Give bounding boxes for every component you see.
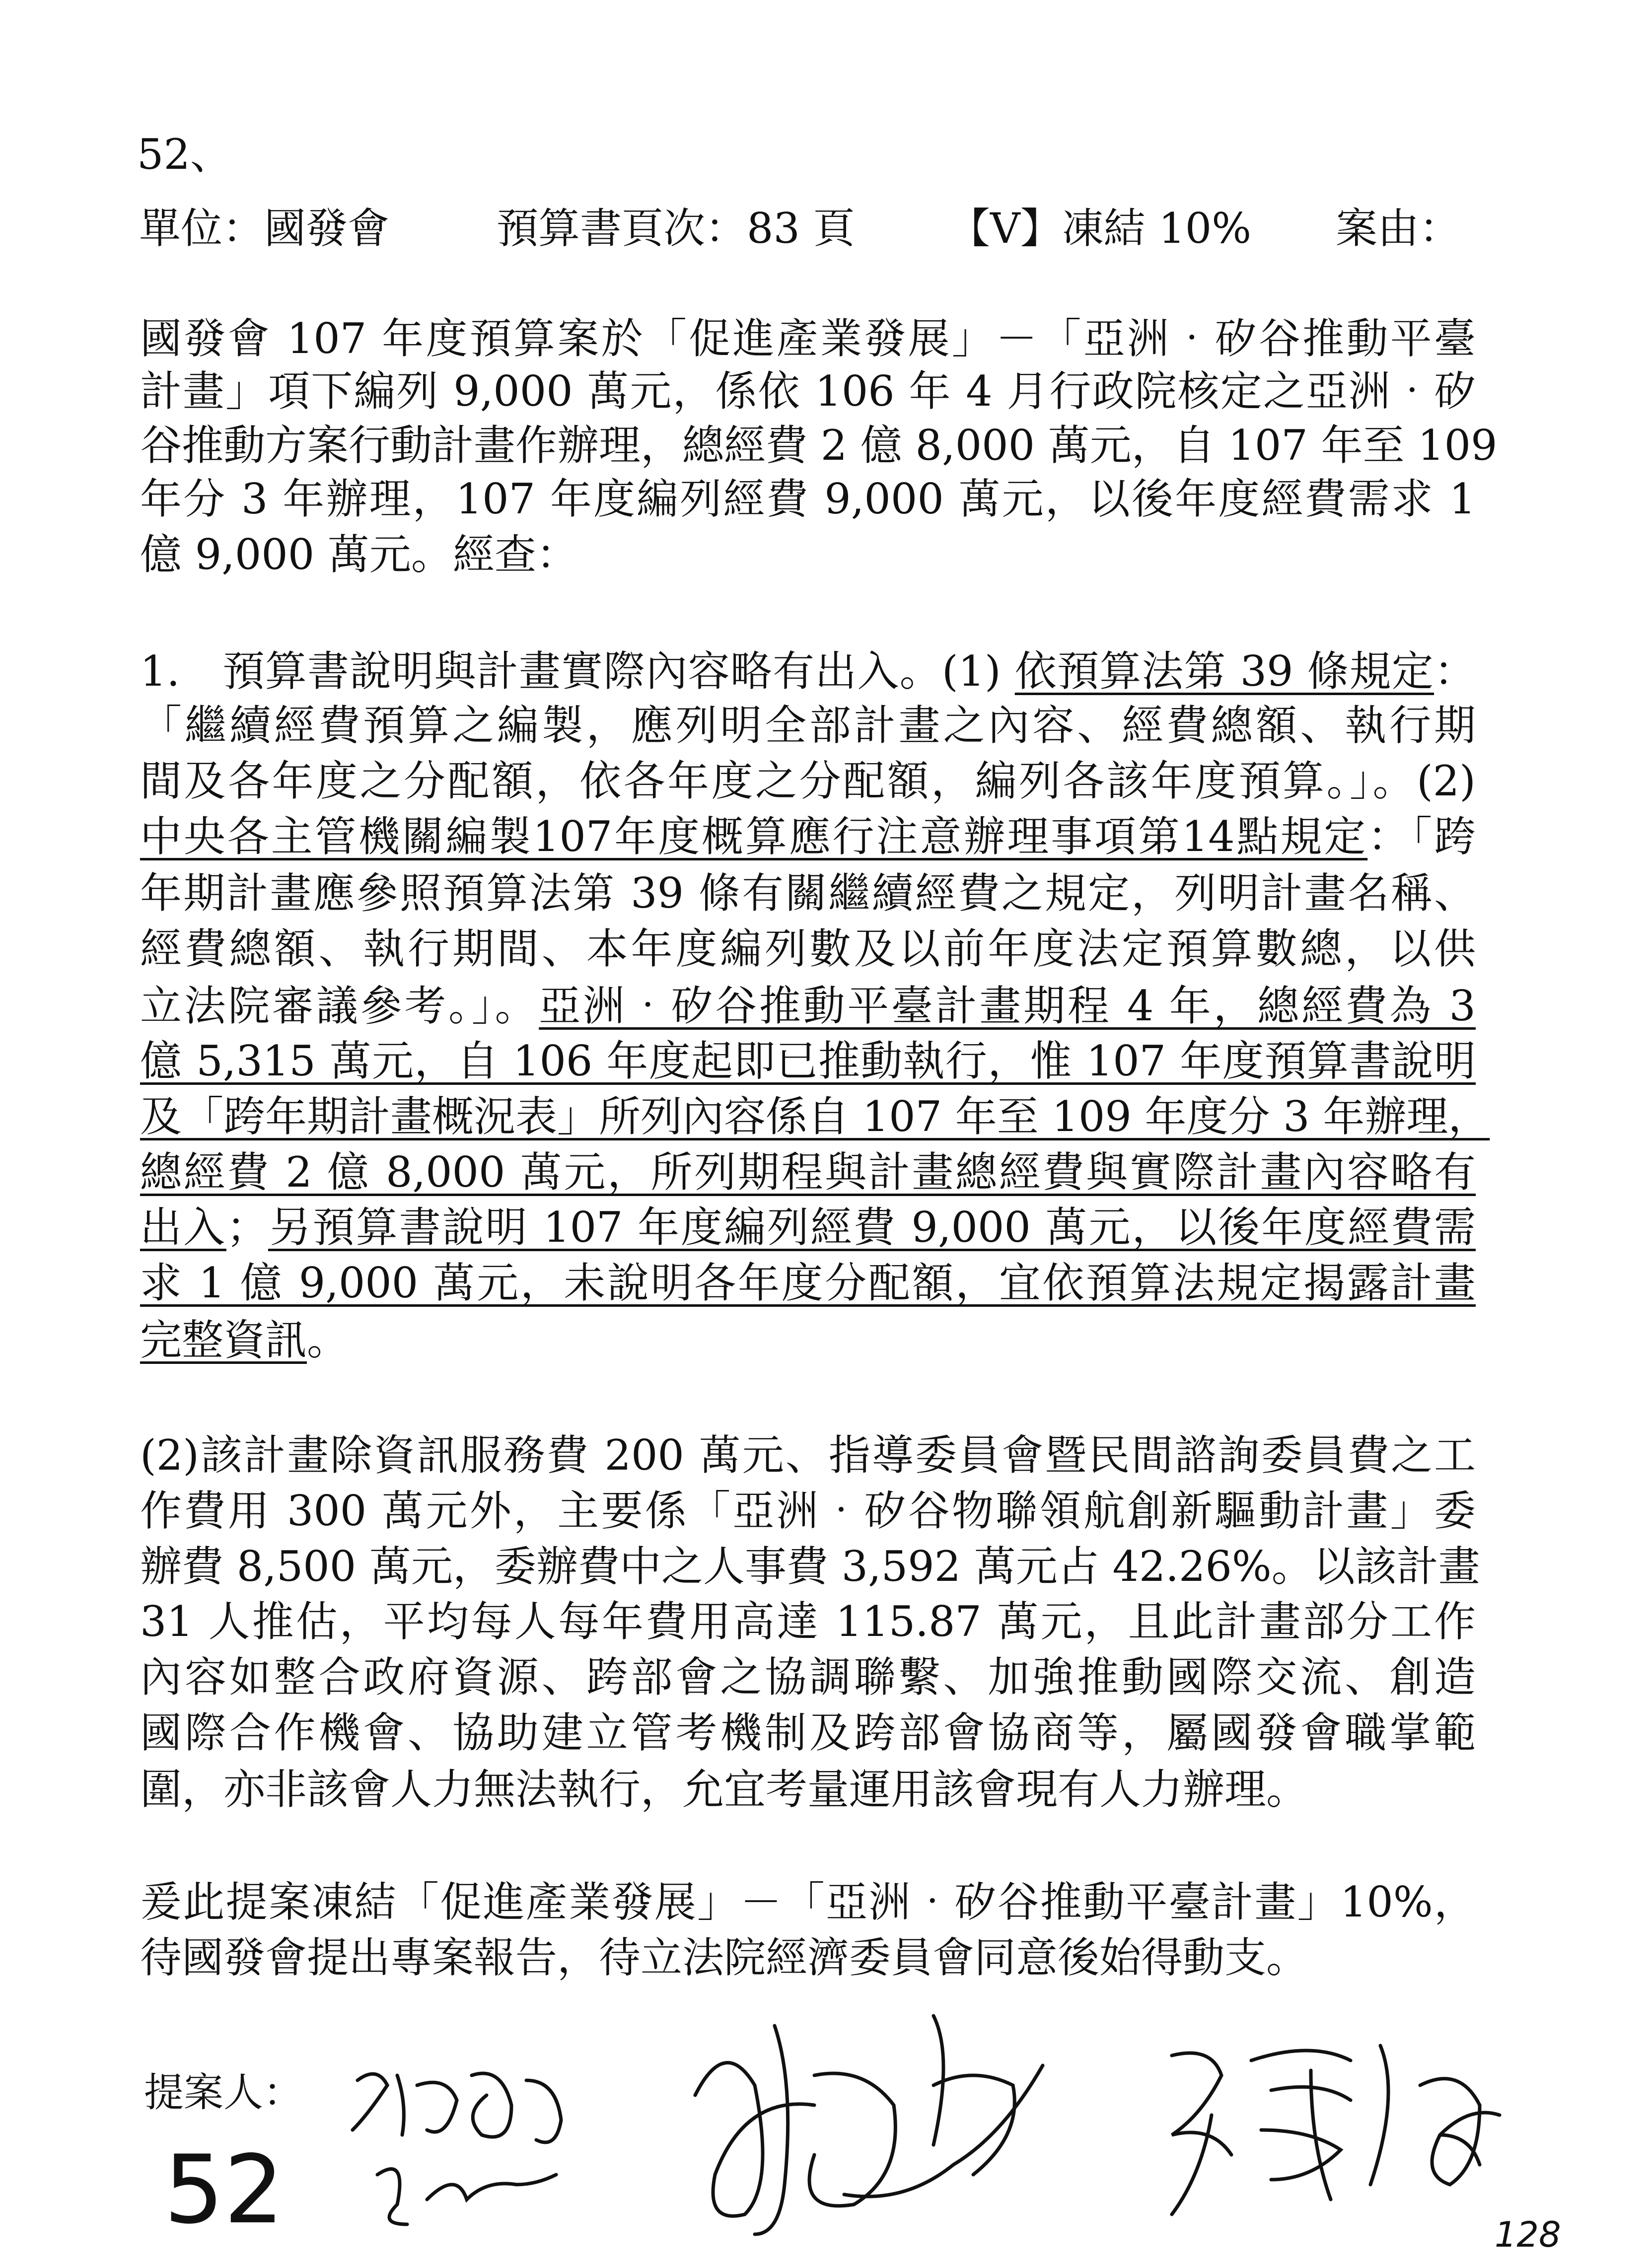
text-segment: 國發會 107 年度預算案於「促進產業發展」－「亞洲‧矽谷推動平臺 — [140, 314, 1476, 363]
page-number: 128 — [1495, 2214, 1561, 2255]
unit-field: 單位：國發會 — [139, 204, 390, 253]
text-segment: 間及各年度之分配額，依各年度之分配額，編列各該年度預算。」。(2) — [140, 757, 1476, 805]
underlined-text: 另預算書說明 107 年度編列經費 9,000 萬元，以後年度經費需 — [268, 1203, 1476, 1252]
underlined-text: 出入 — [140, 1203, 226, 1252]
cause-label: 案由： — [1336, 204, 1461, 253]
text-segment: ： — [1434, 647, 1476, 696]
text-segment: 億 9,000 萬元。經查： — [140, 530, 578, 579]
underlined-text: 完整資訊 — [140, 1316, 307, 1364]
text-segment: ：「跨 — [1367, 812, 1476, 861]
text-segment: 待國發會提出專案報告，待立法院經濟委員會同意後始得動支。 — [140, 1933, 1308, 1982]
budget-page-field: 預算書頁次：83 頁 — [497, 204, 855, 253]
text-segment: 立法院審議參考。」。 — [140, 982, 539, 1030]
signature-1 — [353, 2073, 561, 2224]
text-segment: 計畫」項下編列 9,000 萬元，係依 106 年 4 月行政院核定之亞洲‧矽 — [140, 367, 1476, 416]
text-segment: 。 — [307, 1316, 349, 1364]
underlined-text: 亞洲‧矽谷推動平臺計畫期程 4 年，總經費為 3 — [539, 982, 1476, 1030]
text-segment: 「繼續經費預算之編製，應列明全部計畫之內容、經費總額、執行期 — [140, 701, 1476, 750]
freeze-action-field: 【V】凍結 10% — [948, 204, 1252, 253]
text-segment: 谷推動方案行動計畫作辦理，總經費 2 億 8,000 萬元，自 107 年至 109 — [140, 421, 1498, 470]
text-segment: (2)該計畫除資訊服務費 200 萬元、指導委員會暨民間諮詢委員費之工 — [140, 1431, 1476, 1480]
text-segment: 年分 3 年辦理，107 年度編列經費 9,000 萬元，以後年度經費需求 1 — [140, 475, 1476, 523]
text-segment: 辦費 8,500 萬元，委辦費中之人事費 3,592 萬元占 42.26%。以該計畫 — [140, 1542, 1480, 1591]
text-segment: 1. 預算書說明與計畫實際內容略有出入。(1) — [140, 647, 1015, 696]
text-segment: 31 人推估，平均每人每年費用高達 115.87 萬元，且此計畫部分工作 — [140, 1597, 1476, 1646]
text-segment: 圍，亦非該會人力無法執行，允宜考量運用該會現有人力辦理。 — [140, 1765, 1308, 1814]
signature-3 — [1172, 2046, 1500, 2214]
text-segment: 經費總額、執行期間、本年度編列數及以前年度法定預算數總，以供 — [140, 924, 1476, 973]
handwritten-number: 52 — [164, 2135, 284, 2245]
underlined-text: 中央各主管機關編製107年度概算應行注意辦理事項第14點規定 — [140, 812, 1368, 861]
underlined-text: 求 1 億 9,000 萬元，未說明各年度分配額，宜依預算法規定揭露計畫 — [140, 1259, 1476, 1307]
text-segment: ； — [226, 1203, 268, 1252]
text-segment: 年期計畫應參照預算法第 39 條有關繼續經費之規定，列明計畫名稱、 — [140, 869, 1476, 918]
item-number: 52、 — [137, 130, 232, 179]
signature-2 — [695, 2016, 1043, 2234]
text-segment: 國際合作機會、協助建立管考機制及跨部會協商等，屬國發會職掌範 — [140, 1708, 1476, 1757]
text-segment: 內容如整合政府資源、跨部會之協調聯繫、加強推動國際交流、創造 — [140, 1653, 1476, 1701]
underlined-text: 依預算法第 39 條規定 — [1014, 647, 1434, 696]
underlined-text: 及「跨年期計畫概況表」所列內容係自 107 年至 109 年度分 3 年辦理， — [140, 1092, 1490, 1141]
proposer-label: 提案人： — [144, 2069, 303, 2116]
underlined-text: 總經費 2 億 8,000 萬元，所列期程與計畫總經費與實際計畫內容略有 — [140, 1148, 1476, 1197]
underlined-text: 億 5,315 萬元，自 106 年度起即已推動執行，惟 107 年度預算書說明 — [140, 1037, 1476, 1085]
text-segment: 爰此提案凍結「促進產業發展」－「亞洲‧矽谷推動平臺計畫」10%， — [140, 1878, 1476, 1926]
text-segment: 作費用 300 萬元外，主要係「亞洲‧矽谷物聯領航創新驅動計畫」委 — [140, 1487, 1476, 1535]
